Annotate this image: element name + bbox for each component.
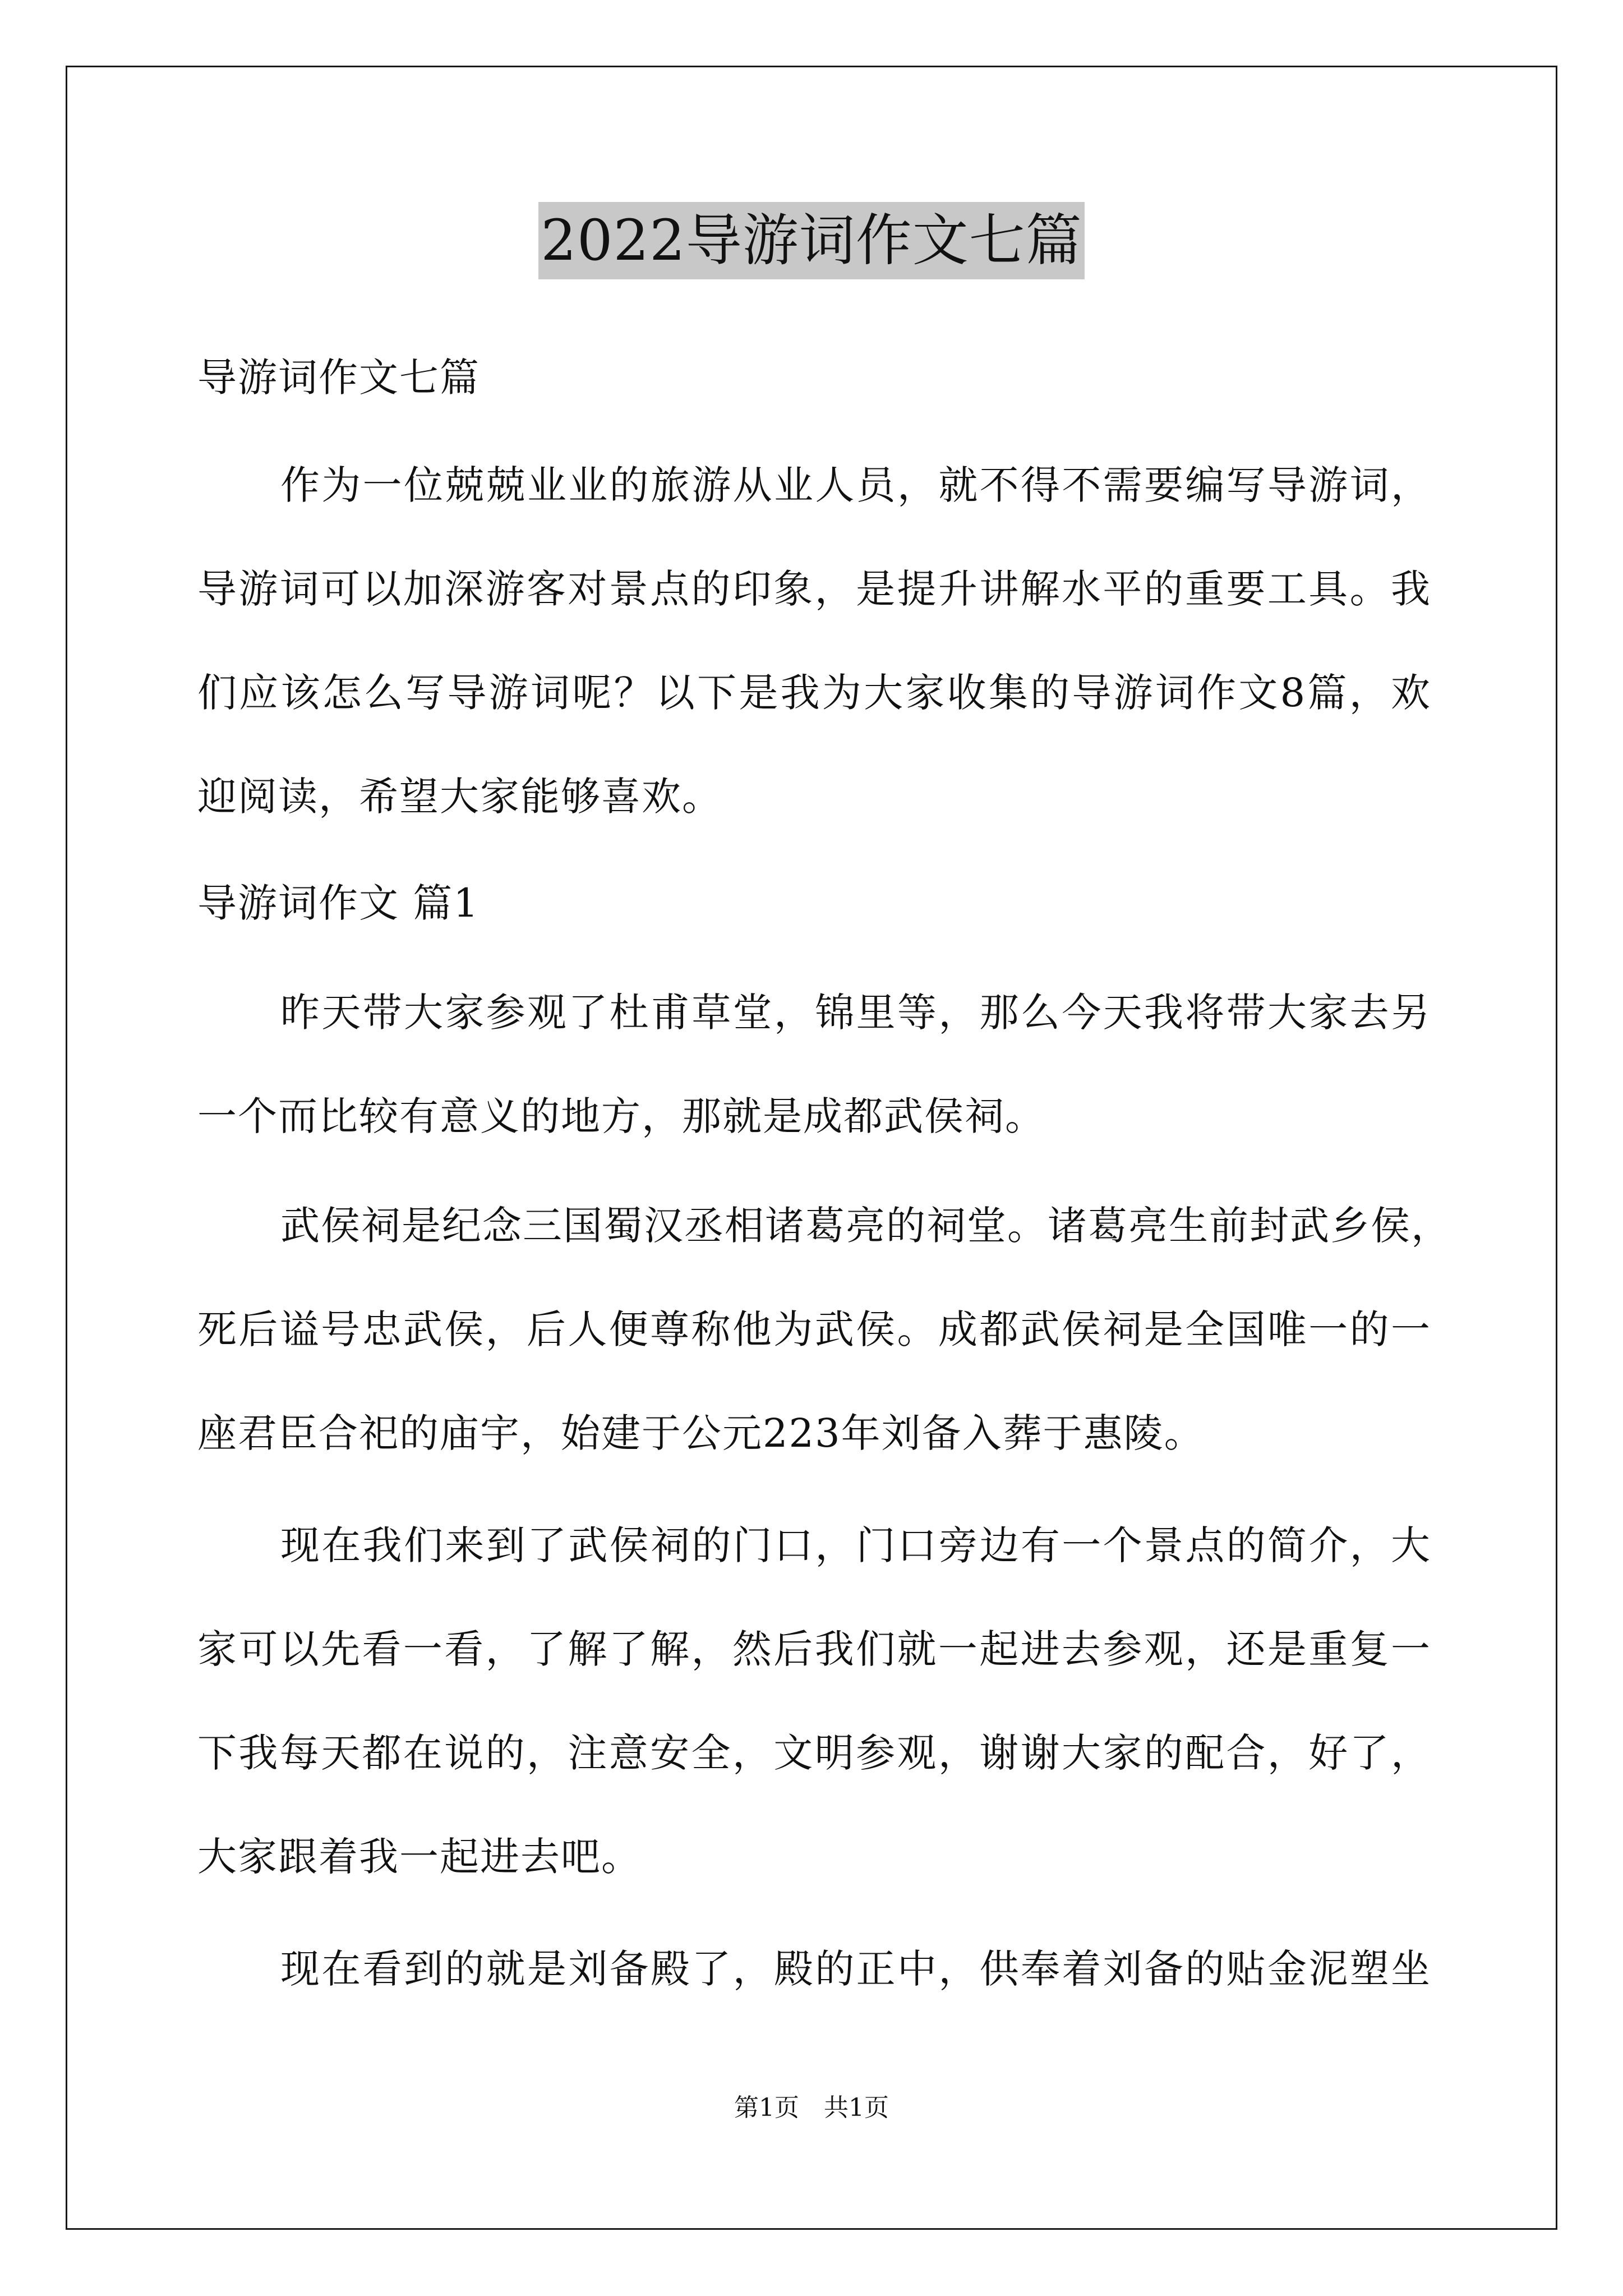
paragraph-line: 迎阅读，希望大家能够喜欢。 (197, 774, 722, 820)
paragraph-line: 武侯祠是纪念三国蜀汉丞相诸葛亮的祠堂。诸葛亮生前封武乡侯， (280, 1203, 1451, 1249)
paragraph-line: 大家跟着我一起进去吧。 (197, 1834, 642, 1880)
section-heading: 导游词作文 篇1 (197, 880, 479, 926)
paragraph-line: 作为一位兢兢业业的旅游从业人员，就不得不需要编写导游词， (280, 462, 1431, 508)
paragraph-line: 们应该怎么写导游词呢？以下是我为大家收集的导游词作文8篇，欢 (197, 670, 1431, 716)
paragraph-line: 导游词可以加深游客对景点的印象，是提升讲解水平的重要工具。我 (197, 566, 1431, 612)
title-container (0, 202, 1623, 279)
paragraph-line: 家可以先看一看，了解了解，然后我们就一起进去参观，还是重复一 (197, 1626, 1431, 1672)
paragraph-line: 下我每天都在说的，注意安全，文明参观，谢谢大家的配合，好了， (197, 1730, 1431, 1776)
paragraph-line: 一个而比较有意义的地方，那就是成都武侯祠。 (197, 1093, 1045, 1139)
paragraph-line: 现在看到的就是刘备殿了，殿的正中，供奉着刘备的贴金泥塑坐 (280, 1946, 1431, 1992)
document-title: 2022导游词作文七篇 (538, 202, 1085, 279)
paragraph-line: 现在我们来到了武侯祠的门口，门口旁边有一个景点的简介，大 (280, 1522, 1431, 1568)
paragraph-line: 昨天带大家参观了杜甫草堂，锦里等，那么今天我将带大家去另 (280, 990, 1431, 1036)
paragraph-line: 死后谥号忠武侯，后人便尊称他为武侯。成都武侯祠是全国唯一的一 (197, 1306, 1431, 1352)
doc-heading: 导游词作文七篇 (197, 355, 480, 401)
paragraph-line: 座君臣合祀的庙宇，始建于公元223年刘备入葬于惠陵。 (197, 1410, 1205, 1456)
page-footer: 第1页 共1页 (734, 2093, 889, 2122)
